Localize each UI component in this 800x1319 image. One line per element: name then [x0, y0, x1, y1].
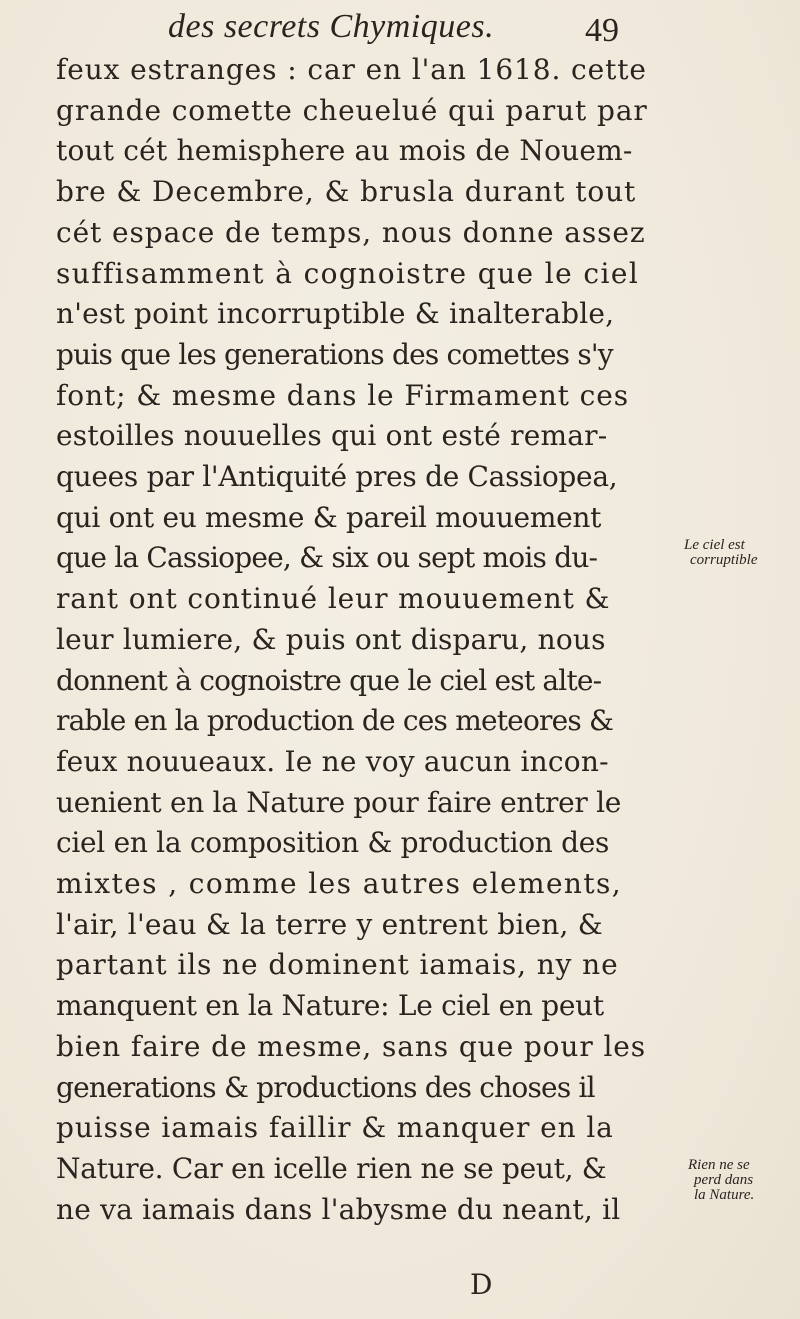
- text-line: suffisamment à cognoistre que le ciel: [56, 256, 640, 290]
- text-line: feux nouueaux. Ie ne voy aucun incon-: [56, 744, 609, 778]
- text-line: leur lumiere, & puis ont disparu, nous: [56, 622, 606, 656]
- text-line: donnent à cognoistre que le ciel est alte-: [56, 663, 602, 697]
- text-line: n'est point incorruptible & inalterable,: [56, 297, 615, 331]
- text-line: cét espace de temps, nous donne assez: [56, 215, 646, 249]
- text-line: grande comette cheuelué qui parut par: [56, 93, 648, 127]
- margin-note-line: Le ciel est: [684, 537, 745, 553]
- text-line: uenient en la Nature pour faire entrer le: [56, 785, 622, 819]
- margin-note-line: perd dans: [694, 1172, 754, 1188]
- text-line: rant ont continué leur mouuement &: [56, 582, 611, 616]
- text-line: generations & productions des choses il: [56, 1070, 595, 1104]
- margin-note-line: corruptible: [690, 552, 758, 568]
- text-line: l'air, l'eau & la terre y entrent bien, &: [56, 907, 603, 941]
- text-line: Nature. Car en icelle rien ne se peut, &: [56, 1151, 607, 1185]
- body-text: [56, 50, 676, 1230]
- text-line: bre & Decembre, & brusla durant tout: [56, 175, 637, 209]
- signature-mark: D: [470, 1268, 493, 1301]
- text-line: font; & mesme dans le Firmament ces: [56, 378, 629, 412]
- text-line: manquent en la Nature: Le ciel en peut: [56, 989, 604, 1023]
- text-line: estoilles nouuelles qui ont esté remar-: [56, 419, 608, 453]
- text-line: ne va iamais dans l'abysme du neant, il: [56, 1192, 621, 1226]
- margin-note-ciel: [684, 538, 758, 568]
- margin-note-line: Rien ne se: [688, 1157, 750, 1173]
- text-line: tout cét hemisphere au mois de Nouem-: [56, 134, 633, 168]
- running-head: [0, 6, 800, 54]
- text-line: que la Cassiopee, & six ou sept mois du-: [56, 541, 598, 575]
- text-line: qui ont eu mesme & pareil mouuement: [56, 500, 602, 534]
- text-line: partant ils ne dominent iamais, ny ne: [56, 948, 619, 982]
- page-number: 49: [585, 12, 619, 49]
- text-line: quees par l'Antiquité pres de Cassiopea,: [56, 460, 618, 494]
- text-line: bien faire de mesme, sans que pour les: [56, 1029, 647, 1063]
- text-line: rable en la production de ces meteores &: [56, 704, 614, 738]
- margin-note-nature: [688, 1158, 754, 1203]
- text-line: puis que les generations des comettes s'y: [56, 337, 613, 371]
- text-line: feux estranges : car en l'an 1618. cette: [56, 53, 647, 86]
- text-line: mixtes , comme les autres elements,: [56, 867, 623, 901]
- margin-note-line: la Nature.: [694, 1187, 755, 1203]
- running-title: des secrets Chymiques.: [168, 8, 495, 45]
- text-line: ciel en la composition & production des: [56, 826, 610, 860]
- text-line: puisse iamais faillir & manquer en la: [56, 1111, 614, 1145]
